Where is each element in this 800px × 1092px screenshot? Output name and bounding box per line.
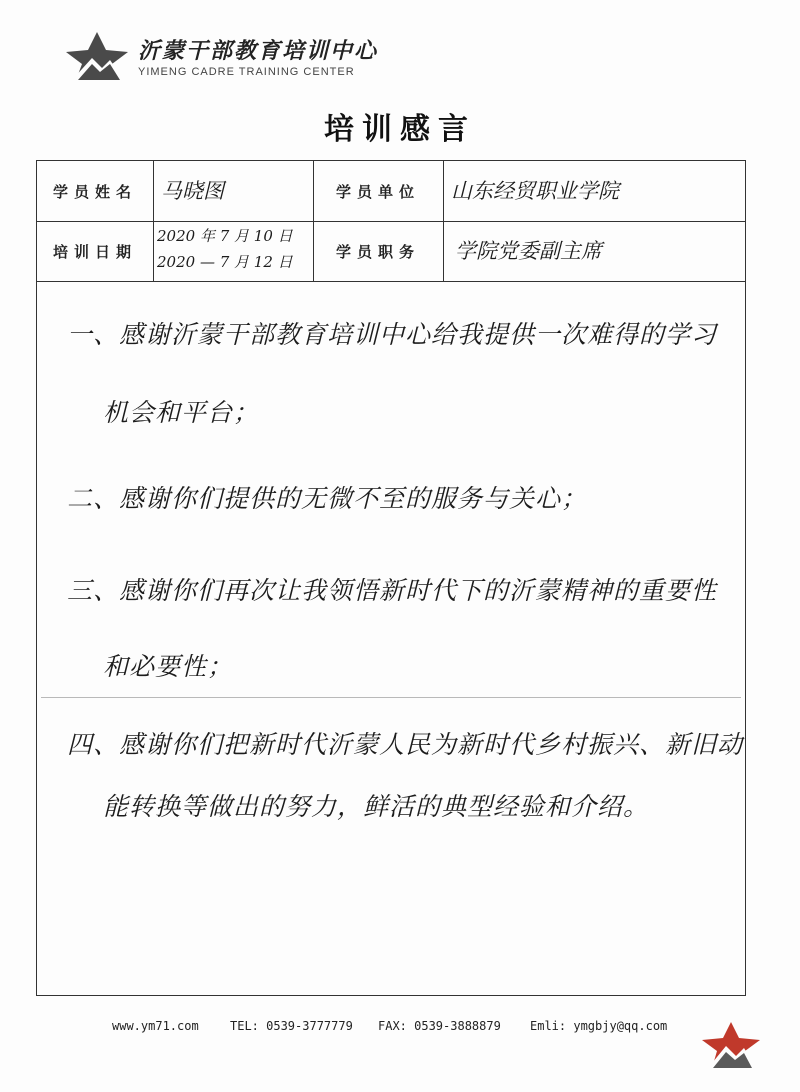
footer-email: Emli: ymgbjy@qq.com [530, 1019, 668, 1033]
footer-fax: FAX: 0539-3888879 [378, 1019, 501, 1033]
feedback-form [36, 160, 746, 996]
position-value: 学院党委副主席 [455, 239, 602, 263]
feedback-line: 一、感谢沂蒙干部教育培训中心给我提供一次难得的学习 [67, 320, 718, 349]
date-end: 2020 — 7 月 12 日 [157, 253, 293, 271]
column-divider [443, 161, 444, 281]
position-label: 学员职务 [335, 243, 420, 261]
name-label: 学员姓名 [52, 183, 137, 201]
feedback-line: 能转换等做出的努力，鲜活的典型经验和介绍。 [103, 792, 650, 821]
page-title: 培训感言 [324, 112, 476, 147]
row-divider [37, 221, 745, 222]
footer-website: www.ym71.com [112, 1019, 199, 1033]
feedback-line: 和必要性； [103, 652, 234, 681]
date-start: 2020 年 7 月 10 日 [157, 227, 293, 245]
brand-name-english: YIMENG CADRE TRAINING CENTER [138, 66, 355, 78]
column-divider [153, 161, 154, 281]
name-value: 马晓图 [161, 179, 224, 203]
feedback-line: 机会和平台； [103, 398, 260, 427]
feedback-line: 二、感谢你们提供的无微不至的服务与关心； [67, 484, 588, 513]
star-mountain-icon [62, 30, 132, 82]
star-mountain-icon [698, 1020, 764, 1072]
scan-fold-line [41, 697, 741, 698]
feedback-line: 四、感谢你们把新时代沂蒙人民为新时代乡村振兴、新旧动 [67, 730, 744, 759]
row-divider [37, 281, 745, 282]
column-divider [313, 161, 314, 281]
unit-label: 学员单位 [335, 183, 420, 201]
feedback-line: 三、感谢你们再次让我领悟新时代下的沂蒙精神的重要性 [67, 576, 718, 605]
date-label: 培训日期 [52, 243, 137, 261]
footer-tel: TEL: 0539-3777779 [230, 1019, 353, 1033]
unit-value: 山东经贸职业学院 [451, 179, 619, 203]
brand-name-chinese: 沂蒙干部教育培训中心 [138, 38, 379, 64]
